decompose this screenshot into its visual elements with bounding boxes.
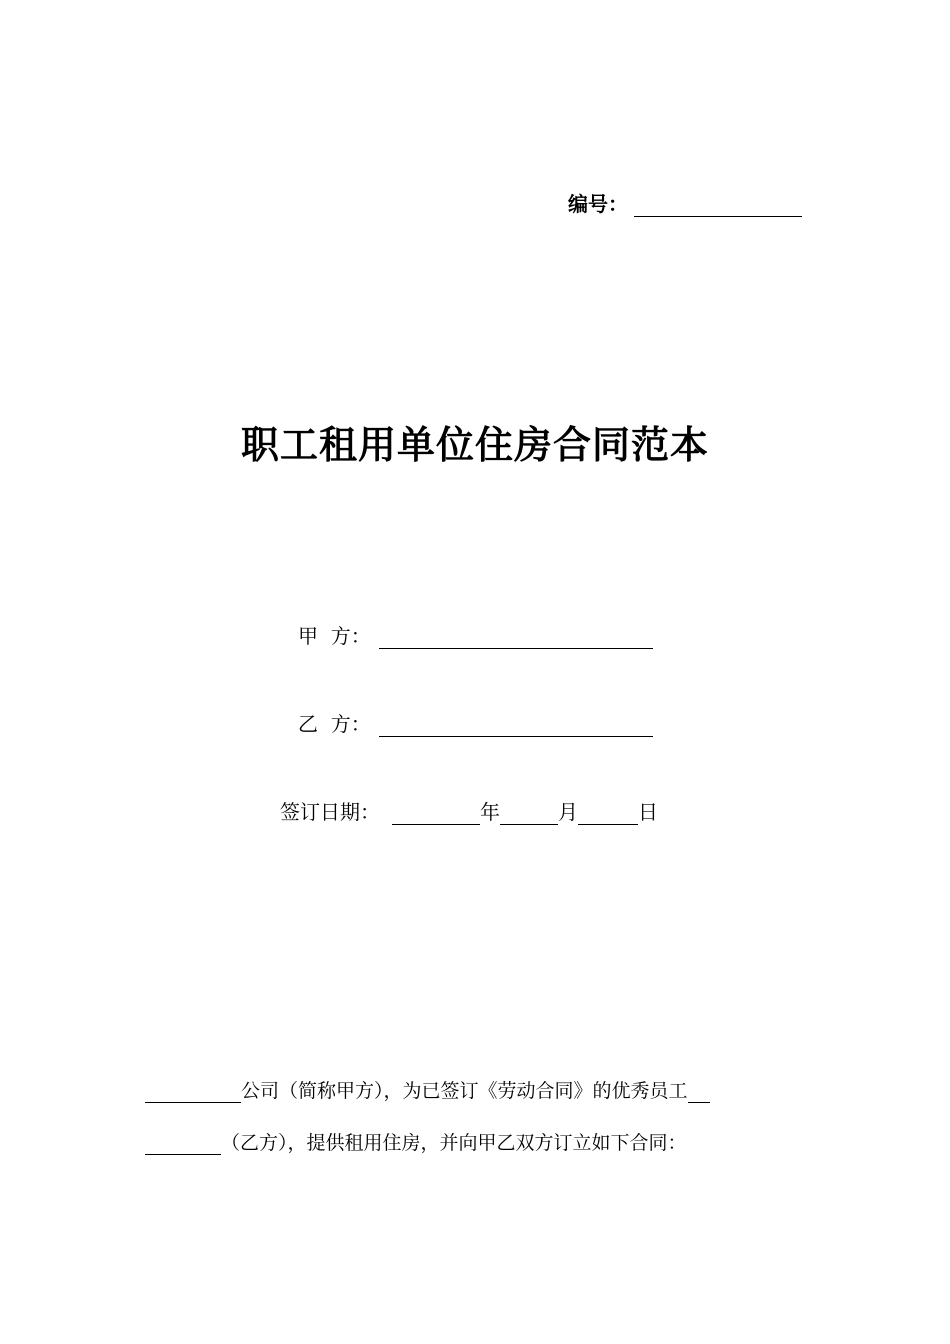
document-number-label: 编号： — [568, 192, 628, 216]
intro-line-1-text: 公司（简称甲方），为已签订《劳动合同》的优秀员工 — [241, 1080, 688, 1102]
document-title: 职工租用单位住房合同范本 — [240, 423, 709, 467]
party-b-label: 乙 方： — [298, 712, 371, 736]
intro-line-2 — [145, 1128, 807, 1155]
signing-date-label: 签订日期： — [280, 800, 380, 824]
party-a-row — [298, 620, 653, 649]
employee-name-blank-start[interactable] — [688, 1080, 710, 1103]
document-number — [568, 188, 802, 217]
party-b-row — [298, 708, 653, 737]
year-blank[interactable] — [392, 800, 480, 825]
day-unit: 日 — [638, 800, 658, 824]
signing-date-row — [280, 796, 658, 825]
document-number-blank[interactable] — [634, 190, 802, 217]
month-unit: 月 — [558, 800, 578, 824]
party-a-blank[interactable] — [379, 624, 653, 649]
party-a-label: 甲 方： — [298, 624, 371, 648]
intro-line-1 — [145, 1076, 807, 1103]
year-unit: 年 — [480, 800, 500, 824]
intro-line-2-text: （乙方），提供租用住房，并向甲乙双方订立如下合同： — [221, 1132, 687, 1154]
month-blank[interactable] — [500, 800, 558, 825]
party-b-blank[interactable] — [379, 712, 653, 737]
day-blank[interactable] — [578, 800, 638, 825]
employee-name-blank-end[interactable] — [145, 1132, 221, 1155]
company-name-blank[interactable] — [145, 1080, 241, 1103]
